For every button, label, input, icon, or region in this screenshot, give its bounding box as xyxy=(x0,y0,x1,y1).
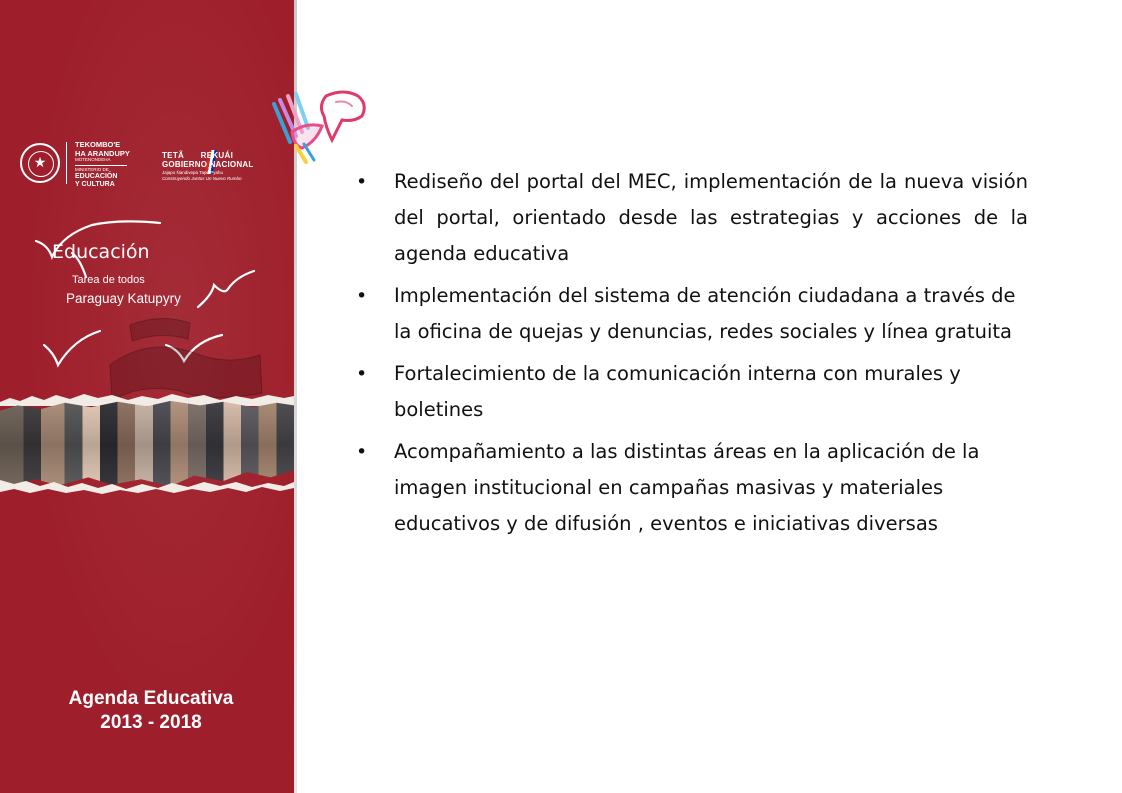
gob-logo-line3: Jajapo Ñandivepa Tape Pyahu xyxy=(162,170,223,175)
national-seal-icon: ★ xyxy=(20,143,60,183)
bullet-list xyxy=(356,164,1028,542)
bullet-content xyxy=(356,164,1028,548)
collage-shade xyxy=(0,400,294,490)
gobierno-logo xyxy=(162,152,277,181)
bullet-marker: • xyxy=(356,363,368,385)
mec-logo-line4: MINISTERIO DE xyxy=(75,166,109,172)
logo-divider xyxy=(66,142,67,184)
campaign-slogan: Paraguay Katupyry xyxy=(66,291,181,306)
mec-logo xyxy=(75,141,130,188)
mec-logo-line3: MOTENONDEHA xyxy=(75,158,127,166)
bullet-item-2 xyxy=(356,278,1028,350)
mec-logo-line5: EDUCACIÓN xyxy=(75,173,118,180)
bullet-marker: • xyxy=(356,441,368,463)
bullet-item-1 xyxy=(356,164,1028,272)
bullet-item-3 xyxy=(356,356,1028,428)
mec-logo-line1: TEKOMBO'E xyxy=(75,140,121,149)
agenda-years: 2013 - 2018 xyxy=(100,712,202,733)
campaign-subtitle: Tarea de todos xyxy=(72,274,145,286)
torn-paper-top xyxy=(0,392,294,406)
gob-logo-line4: Construyendo Juntos Un Nuevo Rumbo xyxy=(162,175,242,181)
bullet-text-3: Fortalecimiento de la comunicación interna con murales y boletines xyxy=(394,362,961,421)
agenda-title: Agenda Educativa xyxy=(68,688,234,709)
bullet-marker: • xyxy=(356,171,368,193)
gob-logo-line2: GOBIERNO NACIONAL xyxy=(162,160,254,169)
mec-logo-line6: Y CULTURA xyxy=(75,181,115,188)
bullet-text-4: Acompañamiento a las distintas áreas en la aplicación de la imagen institucional en campañas masivas y materiales educativos y de difusión , eventos e iniciativas diversas xyxy=(394,440,980,535)
sidebar-panel xyxy=(0,0,294,793)
campaign-title: Educación xyxy=(52,241,150,263)
mec-logo-line2: HA ARANDUPY xyxy=(75,148,130,158)
gob-logo-rekuai: REKUÁI xyxy=(200,151,234,160)
bullet-text-1: Rediseño del portal del MEC, implementación de la nueva visión del portal, orientado desde las estrategias y acciones de la agenda educativa xyxy=(394,170,1028,265)
bullet-item-4 xyxy=(356,434,1028,542)
gob-logo-line1 xyxy=(162,152,277,160)
bullet-text-2: Implementación del sistema de atención ciudadana a través de la oficina de quejas y denuncias, redes sociales y línea gratuita xyxy=(394,284,1016,343)
bullet-marker: • xyxy=(356,285,368,307)
torn-paper-bottom xyxy=(0,478,294,494)
child-drawing-decoration xyxy=(266,82,372,168)
agenda-label xyxy=(0,687,294,735)
gob-logo-teta: TETÃ xyxy=(162,151,185,160)
